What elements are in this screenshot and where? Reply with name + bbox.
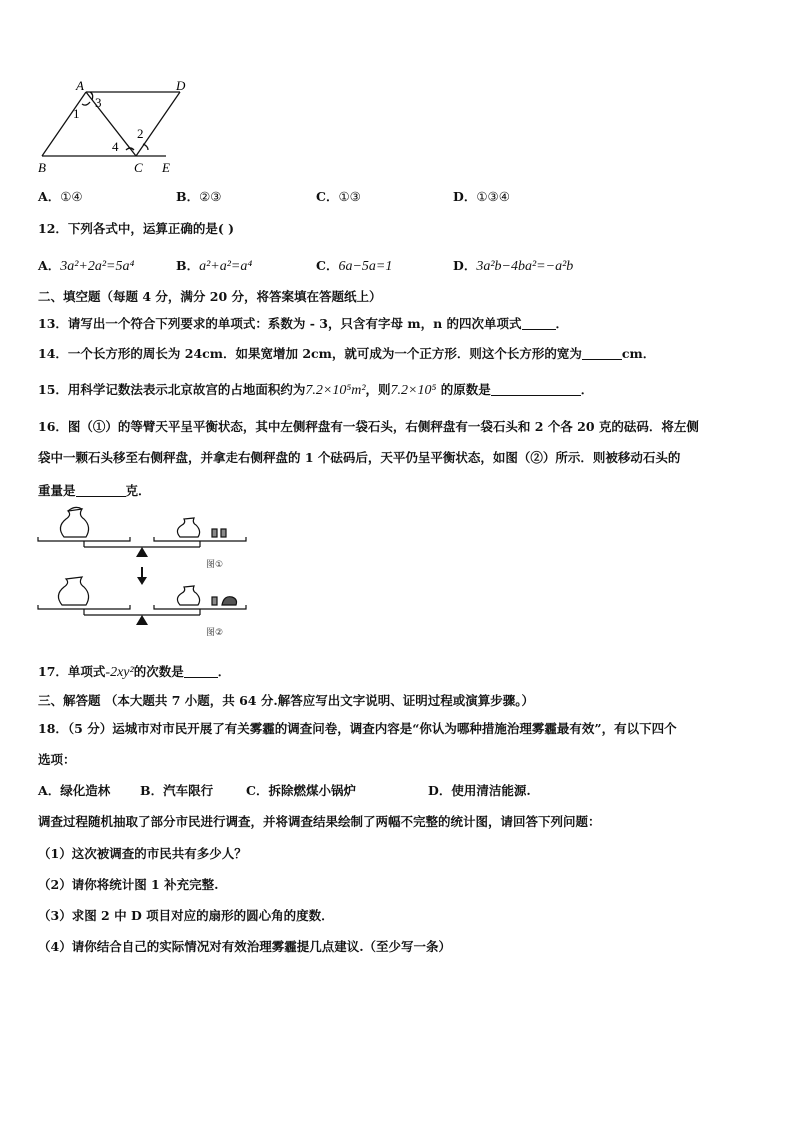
q18-option-c: C．拆除燃煤小锅炉 bbox=[246, 783, 356, 798]
angle-1-label: 1 bbox=[73, 106, 80, 121]
q18-sub-3: （3）求图 2 中 D 项目对应的扇形的圆心角的度数． bbox=[38, 908, 334, 923]
q18-option-b: B．汽车限行 bbox=[140, 783, 214, 798]
section-2-heading: 二、填空题（每题 4 分，满分 20 分，将答案填在答题纸上） bbox=[38, 289, 382, 304]
q11-option-c: C．①③ bbox=[316, 189, 361, 204]
q18-option-a: A．绿化造林 bbox=[38, 783, 111, 798]
q16-line-1: 16．图（①）的等臂天平呈平衡状态，其中左侧秤盘有一袋石头，右侧秤盘有一袋石头和 2 个各 20 克的砝码．将左侧 bbox=[38, 419, 699, 434]
q11-option-b: B．②③ bbox=[176, 189, 222, 204]
q12-option-a: A．3a²+2a²=5a⁴ bbox=[38, 258, 135, 274]
balance-figure bbox=[34, 505, 274, 645]
fig-2-label: 图② bbox=[206, 628, 224, 638]
q11-option-a: A．①④ bbox=[38, 189, 83, 204]
parallelogram-figure bbox=[30, 80, 230, 180]
q12-option-b: B．a²+a²=a⁴ bbox=[176, 258, 253, 274]
q15: 15．用科学记数法表示北京故宫的占地面积约为7.2×10⁵m²，则7.2×10⁵ 的原数是 ． bbox=[38, 382, 594, 398]
q17: 17．单项式-2xy²的次数是 ． bbox=[38, 664, 231, 680]
q16-line-2: 袋中一颗石头移至右侧秤盘，并拿走右侧秤盘的 1 个砝码后，天平仍呈平衡状态，如图（②）所示．则被移动石头的 bbox=[38, 450, 681, 465]
q18-sub-2: （2）请你将统计图 1 补充完整. bbox=[38, 877, 219, 892]
q12-option-c: C．6a−5a=1 bbox=[316, 258, 393, 274]
q18-sub-4: （4）请你结合自己的实际情况对有效治理雾霾提几点建议.（至少写一条） bbox=[38, 939, 452, 954]
q13: 13．请写出一个符合下列要求的单项式：系数为 - 3，只含有字母 m，n 的四次单项式 ． bbox=[38, 316, 569, 331]
q18-line-2: 选项： bbox=[38, 752, 76, 767]
q18-line-1: 18．（5 分）运城市对市民开展了有关雾霾的调查问卷，调查内容是“你认为哪种措施治理雾霾最有效”，有以下四个 bbox=[38, 721, 677, 736]
q18-sub-1: （1）这次被调查的市民共有多少人？ bbox=[38, 846, 247, 861]
angle-3-label: 3 bbox=[95, 95, 102, 110]
q12-stem: 12．下列各式中，运算正确的是( ) bbox=[38, 221, 235, 236]
q18-option-d: D．使用清洁能源. bbox=[428, 783, 531, 798]
q11-option-d: D．①③④ bbox=[453, 189, 510, 204]
q18-line-3: 调查过程随机抽取了部分市民进行调查，并将调查结果绘制了两幅不完整的统计图，请回答下列问题： bbox=[38, 814, 601, 829]
q12-option-d: D．3a²b−4ba²=−a²b bbox=[453, 258, 574, 274]
label-C: C bbox=[134, 160, 143, 175]
label-B: B bbox=[38, 160, 46, 175]
section-3-heading: 三、解答题 （本大题共 7 小题，共 64 分.解答应写出文字说明、证明过程或演算步骤。） bbox=[38, 693, 534, 708]
label-D: D bbox=[176, 80, 186, 93]
q16-line-3: 重量是 克． bbox=[38, 483, 151, 498]
label-A: A bbox=[76, 80, 84, 93]
angle-4-label: 4 bbox=[112, 139, 119, 154]
angle-2-label: 2 bbox=[137, 126, 144, 141]
q14: 14．一个长方形的周长为 24cm．如果宽增加 2cm，就可成为一个正方形．则这个长方形的宽为 cm． bbox=[38, 346, 656, 361]
label-E: E bbox=[162, 160, 170, 175]
fig-1-label: 图① bbox=[206, 560, 224, 570]
